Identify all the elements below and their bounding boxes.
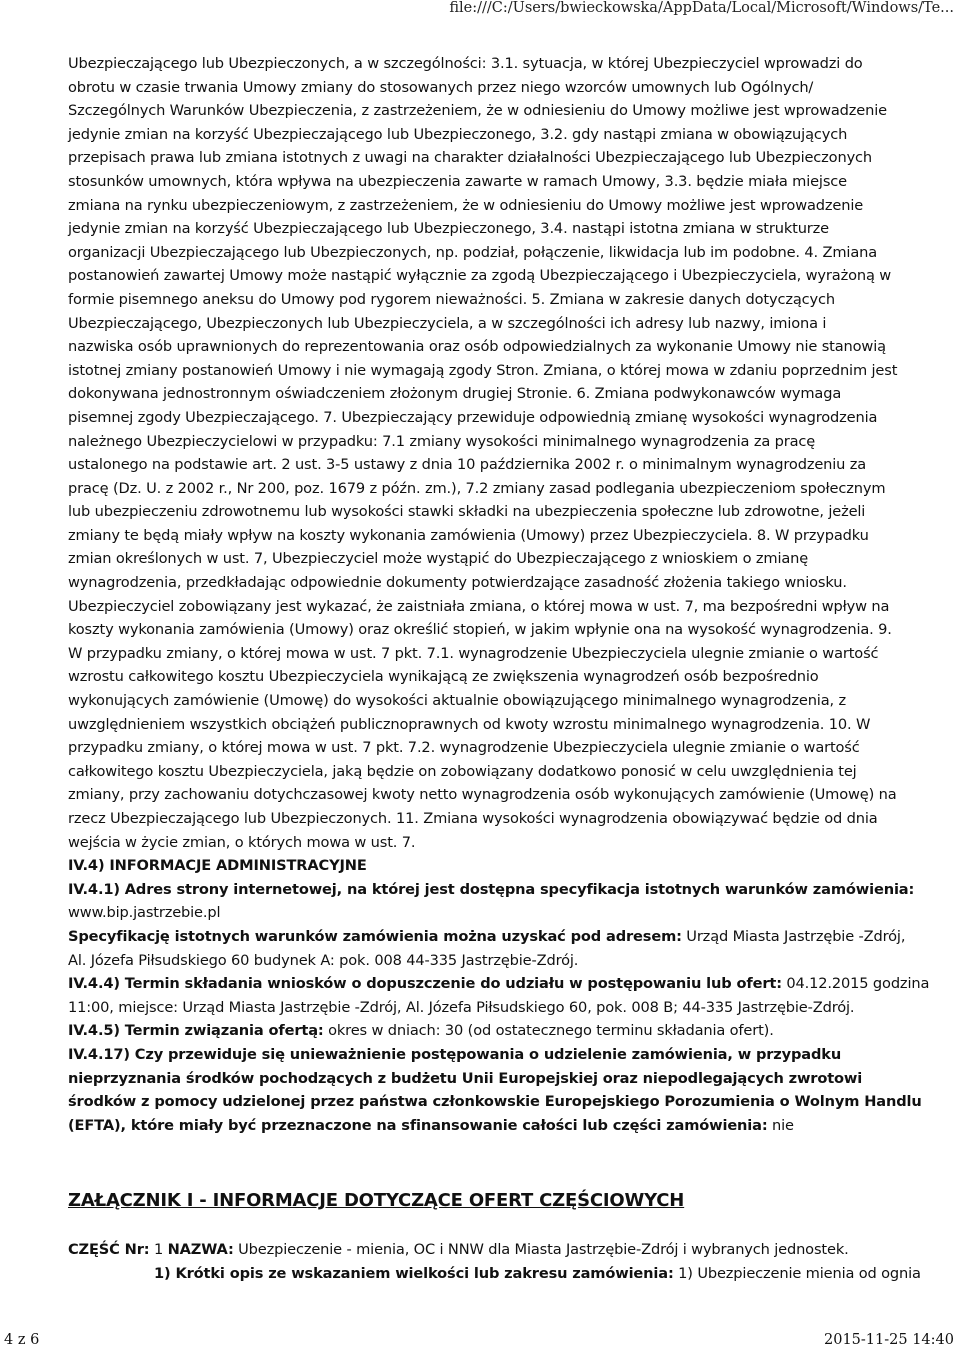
part-number: 1 [149,1241,168,1258]
part-row [68,1238,898,1262]
desc-row [68,1262,921,1286]
deadline-row [68,972,930,996]
browser-url-header: file:///C:/Users/bwieckowska/AppData/Local/Microsoft/Windows/Te... [449,0,954,16]
desc-label: 1) Krótki opis ze wskazaniem wielkości lub zakresu zamówienia: [154,1265,674,1282]
body-line: nazwiska osób uprawnionych do reprezentowania oraz osób odpowiedzialnych za wykonanie Umowy nie stanowią [68,338,886,356]
eu-question-line-2: nieprzyznania środków pochodzących z budżetu Unii Europejskiej oraz niepodlegających zwrotowi [68,1069,863,1087]
binding-label: IV.4.5) Termin związania ofertą: [68,1022,324,1040]
body-line: należnego Ubezpieczycielowi w przypadku: 7.1 zmiany wysokości minimalnego wynagrodzenia za pracę [68,432,816,450]
eu-question-line-1: IV.4.17) Czy przewiduje się unieważnienie postępowania o udzielenie zamówienia, w przypadku [68,1045,842,1063]
body-line: pracę (Dz. U. z 2002 r., Nr 200, poz. 1679 z późn. zm.), 7.2 zmiany zasad podlegania ubezpieczeniom społecznym [68,479,886,497]
body-line: obrotu w czasie trwania Umowy zmiany do stosowanych przez niego wzorców umownych lub Ogólnych/ [68,78,814,96]
print-datetime: 2015-11-25 14:40 [824,1332,954,1348]
body-line: Ubezpieczającego lub Ubezpieczonych, a w szczególności: 3.1. sytuacja, w której Ubezpieczyciel wprowadzi do [68,55,863,72]
desc-value: 1) Ubezpieczenie mienia od ognia [673,1265,921,1282]
deadline-place: 11:00, miejsce: Urząd Miasta Jastrzębie -Zdrój, Al. Józefa Piłsudskiego 60, pok. 008 B; 44-335 Jastrzębie-Zdrój. [68,998,855,1016]
binding-row [68,1019,894,1043]
body-line: zmiany, przy zachowaniu dotychczasowej kwoty netto wynagrodzenia osób wykonujących zamówienie (Umowę) na [68,786,897,804]
body-line: lub ubezpieczeniu zdrowotnemu lub wysokości stawki składki na ubezpieczenia społeczne lub zdrowotne, jeżeli [68,503,866,521]
contract-changes-paragraph [68,52,898,854]
admin-heading: IV.4) INFORMACJE ADMINISTRACYJNE [68,857,367,875]
name-label: NAZWA: [167,1241,234,1258]
spec-label: Specyfikację istotnych warunków zamówienia można uzyskać pod adresem: [68,927,682,945]
body-line: zmiana na rynku ubezpieczeniowym, z zastrzeżeniem, że w odniesieniu do Umowy możliwe jest wprowadzenie [68,196,864,214]
website-row [68,878,915,902]
website-label: IV.4.1) Adres strony internetowej, na której jest dostępna specyfikacja istotnych warunków zamówienia: [68,880,915,898]
spec-row [68,925,906,949]
deadline-label: IV.4.4) Termin składania wniosków o dopuszczenie do udziału w postępowaniu lub ofert: [68,975,782,993]
body-line: postanowień zawartej Umowy może nastąpić wyłącznie za zgodą Ubezpieczającego i Ubezpieczyciela, wyrażoną w [68,267,892,285]
body-line: Ubezpieczającego, Ubezpieczonych lub Ubezpieczyciela, a w szczególności ich adresy lub nazwy, imiona i [68,314,827,332]
body-line: przepisach prawa lub zmiana istotnych z uwagi na charakter działalności Ubezpieczającego lub Ubezpieczonych [68,149,873,167]
body-line: ustalonego na podstawie art. 2 ust. 3-5 ustawy z dnia 10 października 2002 r. o minimalnym wynagrodzeniu za [68,456,867,474]
body-line: organizacji Ubezpieczającego lub Ubezpieczonych, np. podział, połączenie, likwidacja lub im podobne. 4. Zmiana [68,243,878,261]
eu-question-line-4: (EFTA), które miały być przeznaczone na sfinansowanie całości lub części zamówienia: [68,1116,768,1134]
spec-value: Urząd Miasta Jastrzębie -Zdrój, [681,927,906,945]
body-line: jedynie zmian na korzyść Ubezpieczającego lub Ubezpieczonego, 3.2. gdy nastąpi zmiana w obowiązujących [68,125,848,143]
annex-part [68,1238,921,1286]
eu-question-line-3: środków z pomocy udzielonej przez państwa członkowskie Europejskiego Porozumienia o Wolnym Handlu [68,1093,922,1111]
body-line: całkowitego kosztu Ubezpieczyciela, jaką będzie on zobowiązany dodatkowo ponosić w celu uwzględnienia tej [68,762,857,780]
body-line: zmian określonych w ust. 7, Ubezpieczyciel może wystąpić do Ubezpieczającego z wnioskiem o zmianę [68,550,809,568]
body-line: stosunków umownych, która wpływa na ubezpieczenia zawarte w ramach Umowy, 3.3. będzie miała miejsce [68,172,847,190]
part-label: CZĘŚĆ Nr: [68,1241,150,1258]
body-line: koszty wykonania zamówienia (Umowy) oraz określić stopień, w jakim wpłynie ona na wysokość wynagrodzenia. 9. [68,621,892,639]
spec-address: Al. Józefa Piłsudskiego 60 budynek A: pok. 008 44-335 Jastrzębie-Zdrój. [68,951,579,969]
body-line: istotnej zmiany postanowień Umowy i nie wymagają zgody Stron. Zmiana, o której mowa w zdaniu poprzednim jest [68,361,898,379]
body-line: jedynie zmian na korzyść Ubezpieczającego lub Ubezpieczonego, 3.4. nastąpi istotna zmiana w strukturze [68,220,829,238]
body-line: zmiany te będą miały wpływ na koszty wykonania zamówienia (Umowy) przez Ubezpieczyciela. 8. W przypadku [68,526,869,544]
body-line: wynagrodzenia, przedkładając odpowiednie dokumenty potwierdzające zasadność złożenia takiego wniosku. [68,574,847,592]
body-line: formie pisemnego aneksu do Umowy pod rygorem nieważności. 5. Zmiana w zakresie danych dotyczących [68,290,835,308]
body-line: W przypadku zmiany, o której mowa w ust. 7 pkt. 7.1. wynagrodzenie Ubezpieczyciela ulegnie zmianie o wartość [68,644,879,662]
eu-question-row [68,1114,894,1138]
body-line: wykonujących zamówienie (Umowę) do wysokości aktualnie obowiązującego minimalnego wynagrodzenia, z [68,692,846,710]
body-line: Ubezpieczyciel zobowiązany jest wykazać, że zaistniała zmiana, o której mowa w ust. 7, ma bezpośredni wpływ na [68,597,890,615]
admin-section [68,854,930,1137]
page-number: 4 z 6 [4,1332,40,1348]
body-line: wzrostu całkowitego kosztu Ubezpieczyciela wynikającą ze zwiększenia wynagrodzeń osób bezpośrednio [68,668,819,686]
body-line: pisemnej zgody Ubezpieczającego. 7. Ubezpieczający przewiduje odpowiednią zmianę wysokości wynagrodzenia [68,408,878,426]
document-body [68,52,930,1137]
body-line: Szczególnych Warunków Ubezpieczenia, z zastrzeżeniem, że w odniesieniu do Umowy możliwe jest wprowadzenie [68,102,887,120]
binding-value: okres w dniach: 30 (od ostatecznego terminu składania ofert). [323,1022,774,1040]
body-line: rzecz Ubezpieczającego lub Ubezpieczonych. 11. Zmiana wysokości wynagrodzenia obowiązywać będzie od dnia [68,810,878,827]
website-value: www.bip.jastrzebie.pl [68,904,221,922]
body-line: wejścia w życie zmian, o których mowa w ust. 7. [68,833,416,851]
body-line: przypadku zmiany, o której mowa w ust. 7 pkt. 7.2. wynagrodzenie Ubezpieczyciela ulegnie zmianie o wartość [68,739,860,757]
eu-answer: nie [767,1116,794,1134]
annex-title: ZAŁĄCZNIK I - INFORMACJE DOTYCZĄCE OFERT CZĘŚCIOWYCH [68,1190,685,1211]
body-line: dokonywana jednostronnym oświadczeniem złożonym drugiej Stronie. 6. Zmiana podwykonawców wymaga [68,385,842,403]
name-value: Ubezpieczenie - mienia, OC i NNW dla Miasta Jastrzębie-Zdrój i wybranych jednostek. [233,1241,849,1258]
body-line: uwzględnieniem wszystkich obciążeń publicznoprawnych od kwoty wzrostu minimalnego wynagrodzenia. 10. W [68,715,871,733]
deadline-value: 04.12.2015 godzina [781,975,930,993]
